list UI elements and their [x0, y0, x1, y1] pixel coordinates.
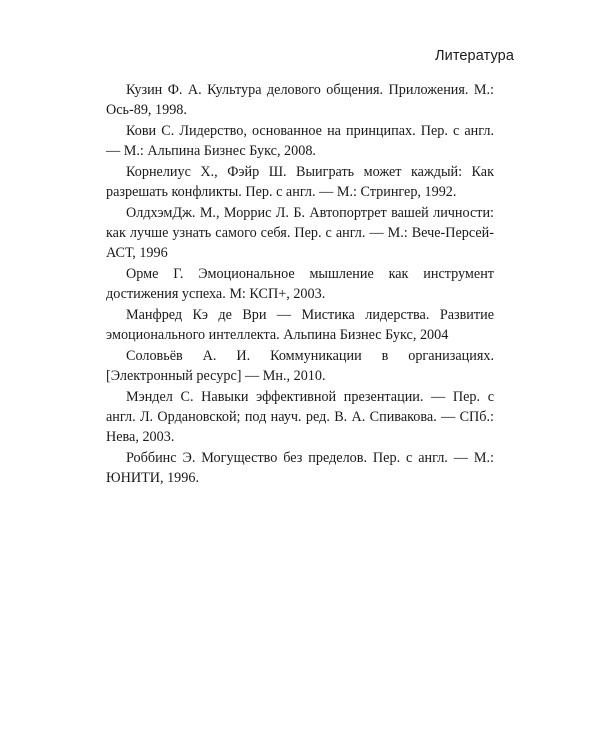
- bibliography-entry: ОлдхэмДж. М., Моррис Л. Б. Автопортрет вашей личности: как лучше узнать самого себя. Пер. с англ. — М.: Вече-Персей-АСТ, 1996: [106, 205, 494, 261]
- running-header-section-title: Литература: [435, 48, 514, 64]
- bibliography-entry: Роббинс Э. Могущество без пределов. Пер. с англ. — М.: ЮНИТИ, 1996.: [106, 449, 494, 486]
- bibliography-entry: Мэндел С. Навыки эффективной презентации. — Пер. с англ. Л. Ордановской; под науч. ред. В. А. Спивакова. — СПб.: Нева, 2003.: [106, 388, 494, 445]
- bibliography-entry: Кузин Ф. А. Культура делового общения. Приложения. М.: Ось-89, 1998.: [106, 82, 494, 118]
- bibliography-entry: Кови С. Лидерство, основанное на принципах. Пер. с англ. — М.: Альпина Бизнес Букс, 2008.: [106, 123, 494, 159]
- bibliography-entry: Корнелиус Х., Фэйр Ш. Выиграть может каждый: Как разрешать конфликты. Пер. с англ. — М.: Стрингер, 1992.: [106, 164, 494, 200]
- bibliography-entry: Манфред Кэ де Ври — Мистика лидерства. Развитие эмоционального интеллекта. Альпина Бизнес Букс, 2004: [106, 306, 494, 343]
- bibliography-entry: Орме Г. Эмоциональное мышление как инструмент достижения успеха. М: КСП+, 2003.: [106, 265, 494, 302]
- bibliography-list: [106, 81, 494, 490]
- bibliography-entry: Соловьёв А. И. Коммуникации в организациях. [Электронный ресурс] — Мн., 2010.: [106, 347, 494, 384]
